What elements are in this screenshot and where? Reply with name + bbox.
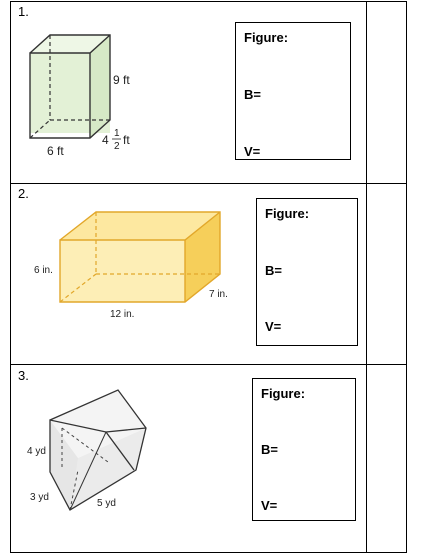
prism-1-width-label: 6 ft — [47, 144, 64, 158]
rectangular-prism-3 — [0, 0, 200, 520]
prism-2-depth-label: 7 in. — [209, 289, 228, 300]
figure-label: Figure: — [265, 206, 310, 221]
prism-3-width-label: 3 yd — [30, 492, 49, 503]
prism-2-height-label: 6 in. — [34, 265, 53, 276]
figure-label: Figure: — [244, 30, 289, 45]
prism-1-depth-whole: 4 — [102, 133, 109, 147]
problem-2-number: 2. — [18, 186, 29, 201]
prism-2-length-label: 12 in. — [110, 309, 135, 320]
problem-2-answer-box — [256, 198, 358, 346]
table-column-divider — [366, 1, 367, 553]
prism-3-height-label: 4 yd — [27, 446, 46, 457]
base-label: B= — [244, 87, 261, 102]
base-label: B= — [261, 442, 278, 457]
prism-1-height-label: 9 ft — [113, 73, 130, 87]
base-label: B= — [265, 263, 282, 278]
problem-3-answer-box — [252, 378, 356, 521]
volume-label: V= — [244, 144, 261, 159]
problem-1-number: 1. — [18, 4, 29, 19]
volume-label: V= — [261, 498, 278, 513]
volume-label: V= — [265, 319, 282, 334]
problem-3-number: 3. — [18, 368, 29, 383]
prism-1-depth-denominator: 2 — [114, 141, 120, 152]
figure-label: Figure: — [261, 386, 306, 401]
prism-1-depth-numerator: 1 — [114, 128, 120, 139]
prism-1-depth-unit: ft — [123, 133, 130, 147]
prism-3-length-label: 5 yd — [97, 498, 116, 509]
